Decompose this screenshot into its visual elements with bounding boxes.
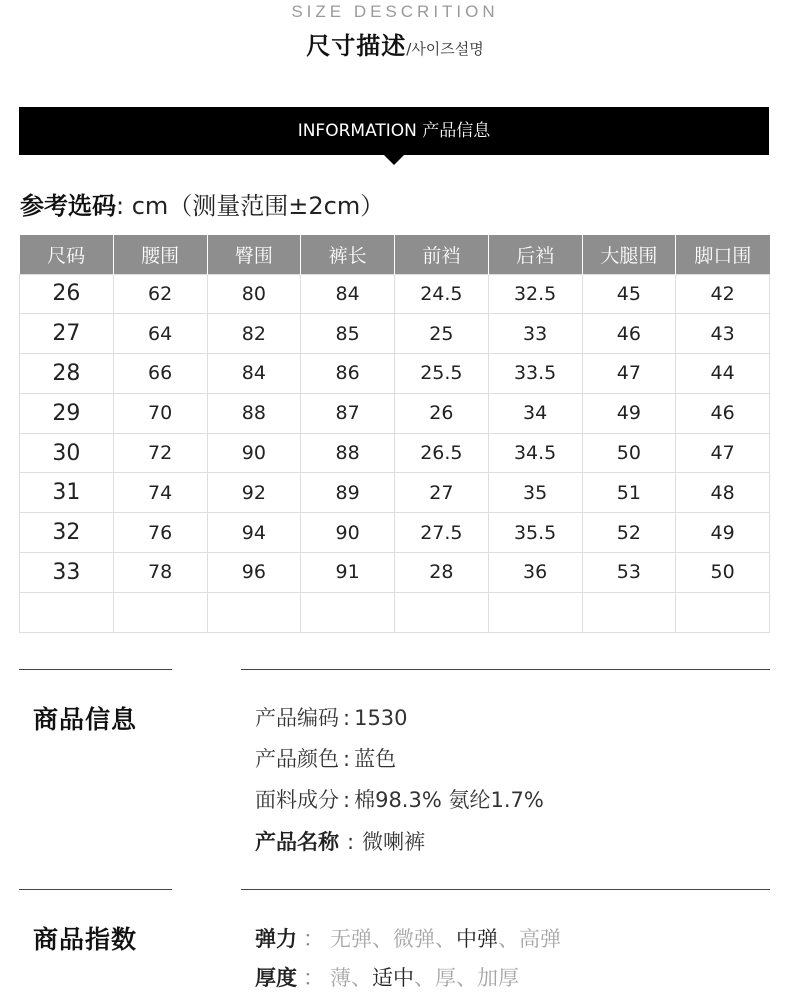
index-option: 厚 xyxy=(435,966,456,990)
size-cell: 29 xyxy=(20,393,114,433)
table-row xyxy=(20,314,770,354)
size-reference-line xyxy=(20,186,384,221)
measure-cell: 80 xyxy=(207,274,301,314)
measure-cell xyxy=(582,592,676,632)
colon: : xyxy=(343,706,351,730)
thickness-options xyxy=(330,966,519,990)
measure-cell: 91 xyxy=(301,553,395,593)
measure-cell: 47 xyxy=(676,433,770,473)
measure-cell: 27 xyxy=(395,473,489,513)
measure-cell: 64 xyxy=(113,314,207,354)
size-cell: 32 xyxy=(20,513,114,553)
column-header: 尺码 xyxy=(20,235,114,274)
colon: : xyxy=(347,830,355,854)
measure-cell: 88 xyxy=(301,433,395,473)
separator: 、 xyxy=(351,966,372,990)
measure-cell: 90 xyxy=(207,433,301,473)
measure-cell: 74 xyxy=(113,473,207,513)
measure-cell: 86 xyxy=(301,354,395,394)
measure-cell: 89 xyxy=(301,473,395,513)
measure-cell: 35 xyxy=(488,473,582,513)
size-cell: 27 xyxy=(20,314,114,354)
product-code-line xyxy=(255,702,408,732)
measure-cell: 49 xyxy=(676,513,770,553)
thickness-label: 厚度 xyxy=(255,966,297,990)
measure-cell: 53 xyxy=(582,553,676,593)
product-index-title: 商品指数 xyxy=(33,925,138,954)
separator: 、 xyxy=(435,927,456,951)
measure-cell xyxy=(301,592,395,632)
product-color-label: 产品颜色 xyxy=(255,747,339,771)
divider xyxy=(241,889,770,890)
table-row xyxy=(20,513,770,553)
column-header: 大腿围 xyxy=(582,235,676,274)
divider xyxy=(19,669,172,670)
measure-cell: 84 xyxy=(301,274,395,314)
product-code-label: 产品编码 xyxy=(255,706,339,730)
column-header: 后裆 xyxy=(488,235,582,274)
product-code-value: 1530 xyxy=(354,706,408,730)
measure-cell: 24.5 xyxy=(395,274,489,314)
elasticity-line xyxy=(255,923,561,953)
product-fabric-line xyxy=(255,784,544,814)
measure-cell: 34.5 xyxy=(488,433,582,473)
header-title xyxy=(0,26,790,61)
header-cn-title: 尺寸描述 xyxy=(306,32,407,60)
measure-cell: 96 xyxy=(207,553,301,593)
product-color-value: 蓝色 xyxy=(354,747,397,771)
measure-cell xyxy=(113,592,207,632)
size-reference-unit: : cm（测量范围±2cm） xyxy=(116,192,385,220)
size-cell: 31 xyxy=(20,473,114,513)
size-table-header-row xyxy=(20,235,770,274)
colon: : xyxy=(343,747,351,771)
measure-cell xyxy=(676,592,770,632)
separator: 、 xyxy=(456,966,477,990)
measure-cell: 78 xyxy=(113,553,207,593)
size-cell: 33 xyxy=(20,553,114,593)
measure-cell: 45 xyxy=(582,274,676,314)
size-cell: 28 xyxy=(20,354,114,394)
index-option: 中弹 xyxy=(456,927,498,951)
measure-cell: 90 xyxy=(301,513,395,553)
measure-cell: 44 xyxy=(676,354,770,394)
measure-cell: 33 xyxy=(488,314,582,354)
index-option: 高弹 xyxy=(519,927,561,951)
size-table xyxy=(19,235,770,633)
table-row xyxy=(20,553,770,593)
measure-cell xyxy=(395,592,489,632)
measure-cell: 88 xyxy=(207,393,301,433)
measure-cell: 25.5 xyxy=(395,354,489,394)
column-header: 臀围 xyxy=(207,235,301,274)
measure-cell: 85 xyxy=(301,314,395,354)
measure-cell: 82 xyxy=(207,314,301,354)
index-option: 微弹 xyxy=(393,927,435,951)
table-row xyxy=(20,433,770,473)
separator: 、 xyxy=(498,927,519,951)
divider xyxy=(241,669,770,670)
product-info-title: 商品信息 xyxy=(33,705,138,734)
table-row xyxy=(20,354,770,394)
colon: ： xyxy=(303,966,324,990)
measure-cell: 50 xyxy=(582,433,676,473)
measure-cell: 76 xyxy=(113,513,207,553)
index-option: 薄 xyxy=(330,966,351,990)
separator: 、 xyxy=(372,927,393,951)
measure-cell: 34 xyxy=(488,393,582,433)
product-name-value: 微喇裤 xyxy=(362,830,426,854)
measure-cell: 26.5 xyxy=(395,433,489,473)
measure-cell xyxy=(207,592,301,632)
product-name-line xyxy=(255,826,425,856)
measure-cell: 27.5 xyxy=(395,513,489,553)
measure-cell: 62 xyxy=(113,274,207,314)
elasticity-options xyxy=(330,927,561,951)
measure-cell: 28 xyxy=(395,553,489,593)
measure-cell: 33.5 xyxy=(488,354,582,394)
measure-cell: 50 xyxy=(676,553,770,593)
measure-cell: 42 xyxy=(676,274,770,314)
measure-cell xyxy=(488,592,582,632)
elasticity-label: 弹力 xyxy=(255,927,297,951)
measure-cell: 25 xyxy=(395,314,489,354)
table-row xyxy=(20,592,770,632)
column-header: 裤长 xyxy=(301,235,395,274)
table-row xyxy=(20,274,770,314)
table-row xyxy=(20,393,770,433)
separator: 、 xyxy=(414,966,435,990)
measure-cell: 46 xyxy=(676,393,770,433)
measure-cell: 48 xyxy=(676,473,770,513)
measure-cell: 47 xyxy=(582,354,676,394)
measure-cell: 92 xyxy=(207,473,301,513)
measure-cell: 72 xyxy=(113,433,207,473)
product-fabric-value: 棉98.3% 氨纶1.7% xyxy=(354,788,544,812)
index-option: 无弹 xyxy=(330,927,372,951)
size-table-body xyxy=(20,274,770,632)
table-row xyxy=(20,473,770,513)
colon: ： xyxy=(303,927,324,951)
measure-cell: 26 xyxy=(395,393,489,433)
measure-cell: 46 xyxy=(582,314,676,354)
measure-cell: 49 xyxy=(582,393,676,433)
size-reference-label: 参考选码 xyxy=(20,192,116,220)
measure-cell: 36 xyxy=(488,553,582,593)
product-name-label: 产品名称 xyxy=(255,830,339,854)
measure-cell: 66 xyxy=(113,354,207,394)
measure-cell: 32.5 xyxy=(488,274,582,314)
header-kr-title: /사이즈설명 xyxy=(406,40,484,58)
divider xyxy=(19,889,172,890)
column-header: 脚口围 xyxy=(676,235,770,274)
measure-cell: 51 xyxy=(582,473,676,513)
colon: : xyxy=(343,788,351,812)
product-color-line xyxy=(255,743,396,773)
index-option: 加厚 xyxy=(477,966,519,990)
measure-cell: 84 xyxy=(207,354,301,394)
measure-cell: 35.5 xyxy=(488,513,582,553)
product-fabric-label: 面料成分 xyxy=(255,788,339,812)
information-banner: INFORMATION 产品信息 xyxy=(19,107,769,155)
size-cell xyxy=(20,592,114,632)
measure-cell: 94 xyxy=(207,513,301,553)
measure-cell: 87 xyxy=(301,393,395,433)
size-cell: 30 xyxy=(20,433,114,473)
index-option: 适中 xyxy=(372,966,414,990)
thickness-line xyxy=(255,962,519,992)
banner-arrow-icon xyxy=(384,155,404,165)
column-header: 前裆 xyxy=(395,235,489,274)
header-en-title: SIZE DESCRITION xyxy=(291,2,499,21)
measure-cell: 43 xyxy=(676,314,770,354)
measure-cell: 52 xyxy=(582,513,676,553)
measure-cell: 70 xyxy=(113,393,207,433)
column-header: 腰围 xyxy=(113,235,207,274)
size-cell: 26 xyxy=(20,274,114,314)
